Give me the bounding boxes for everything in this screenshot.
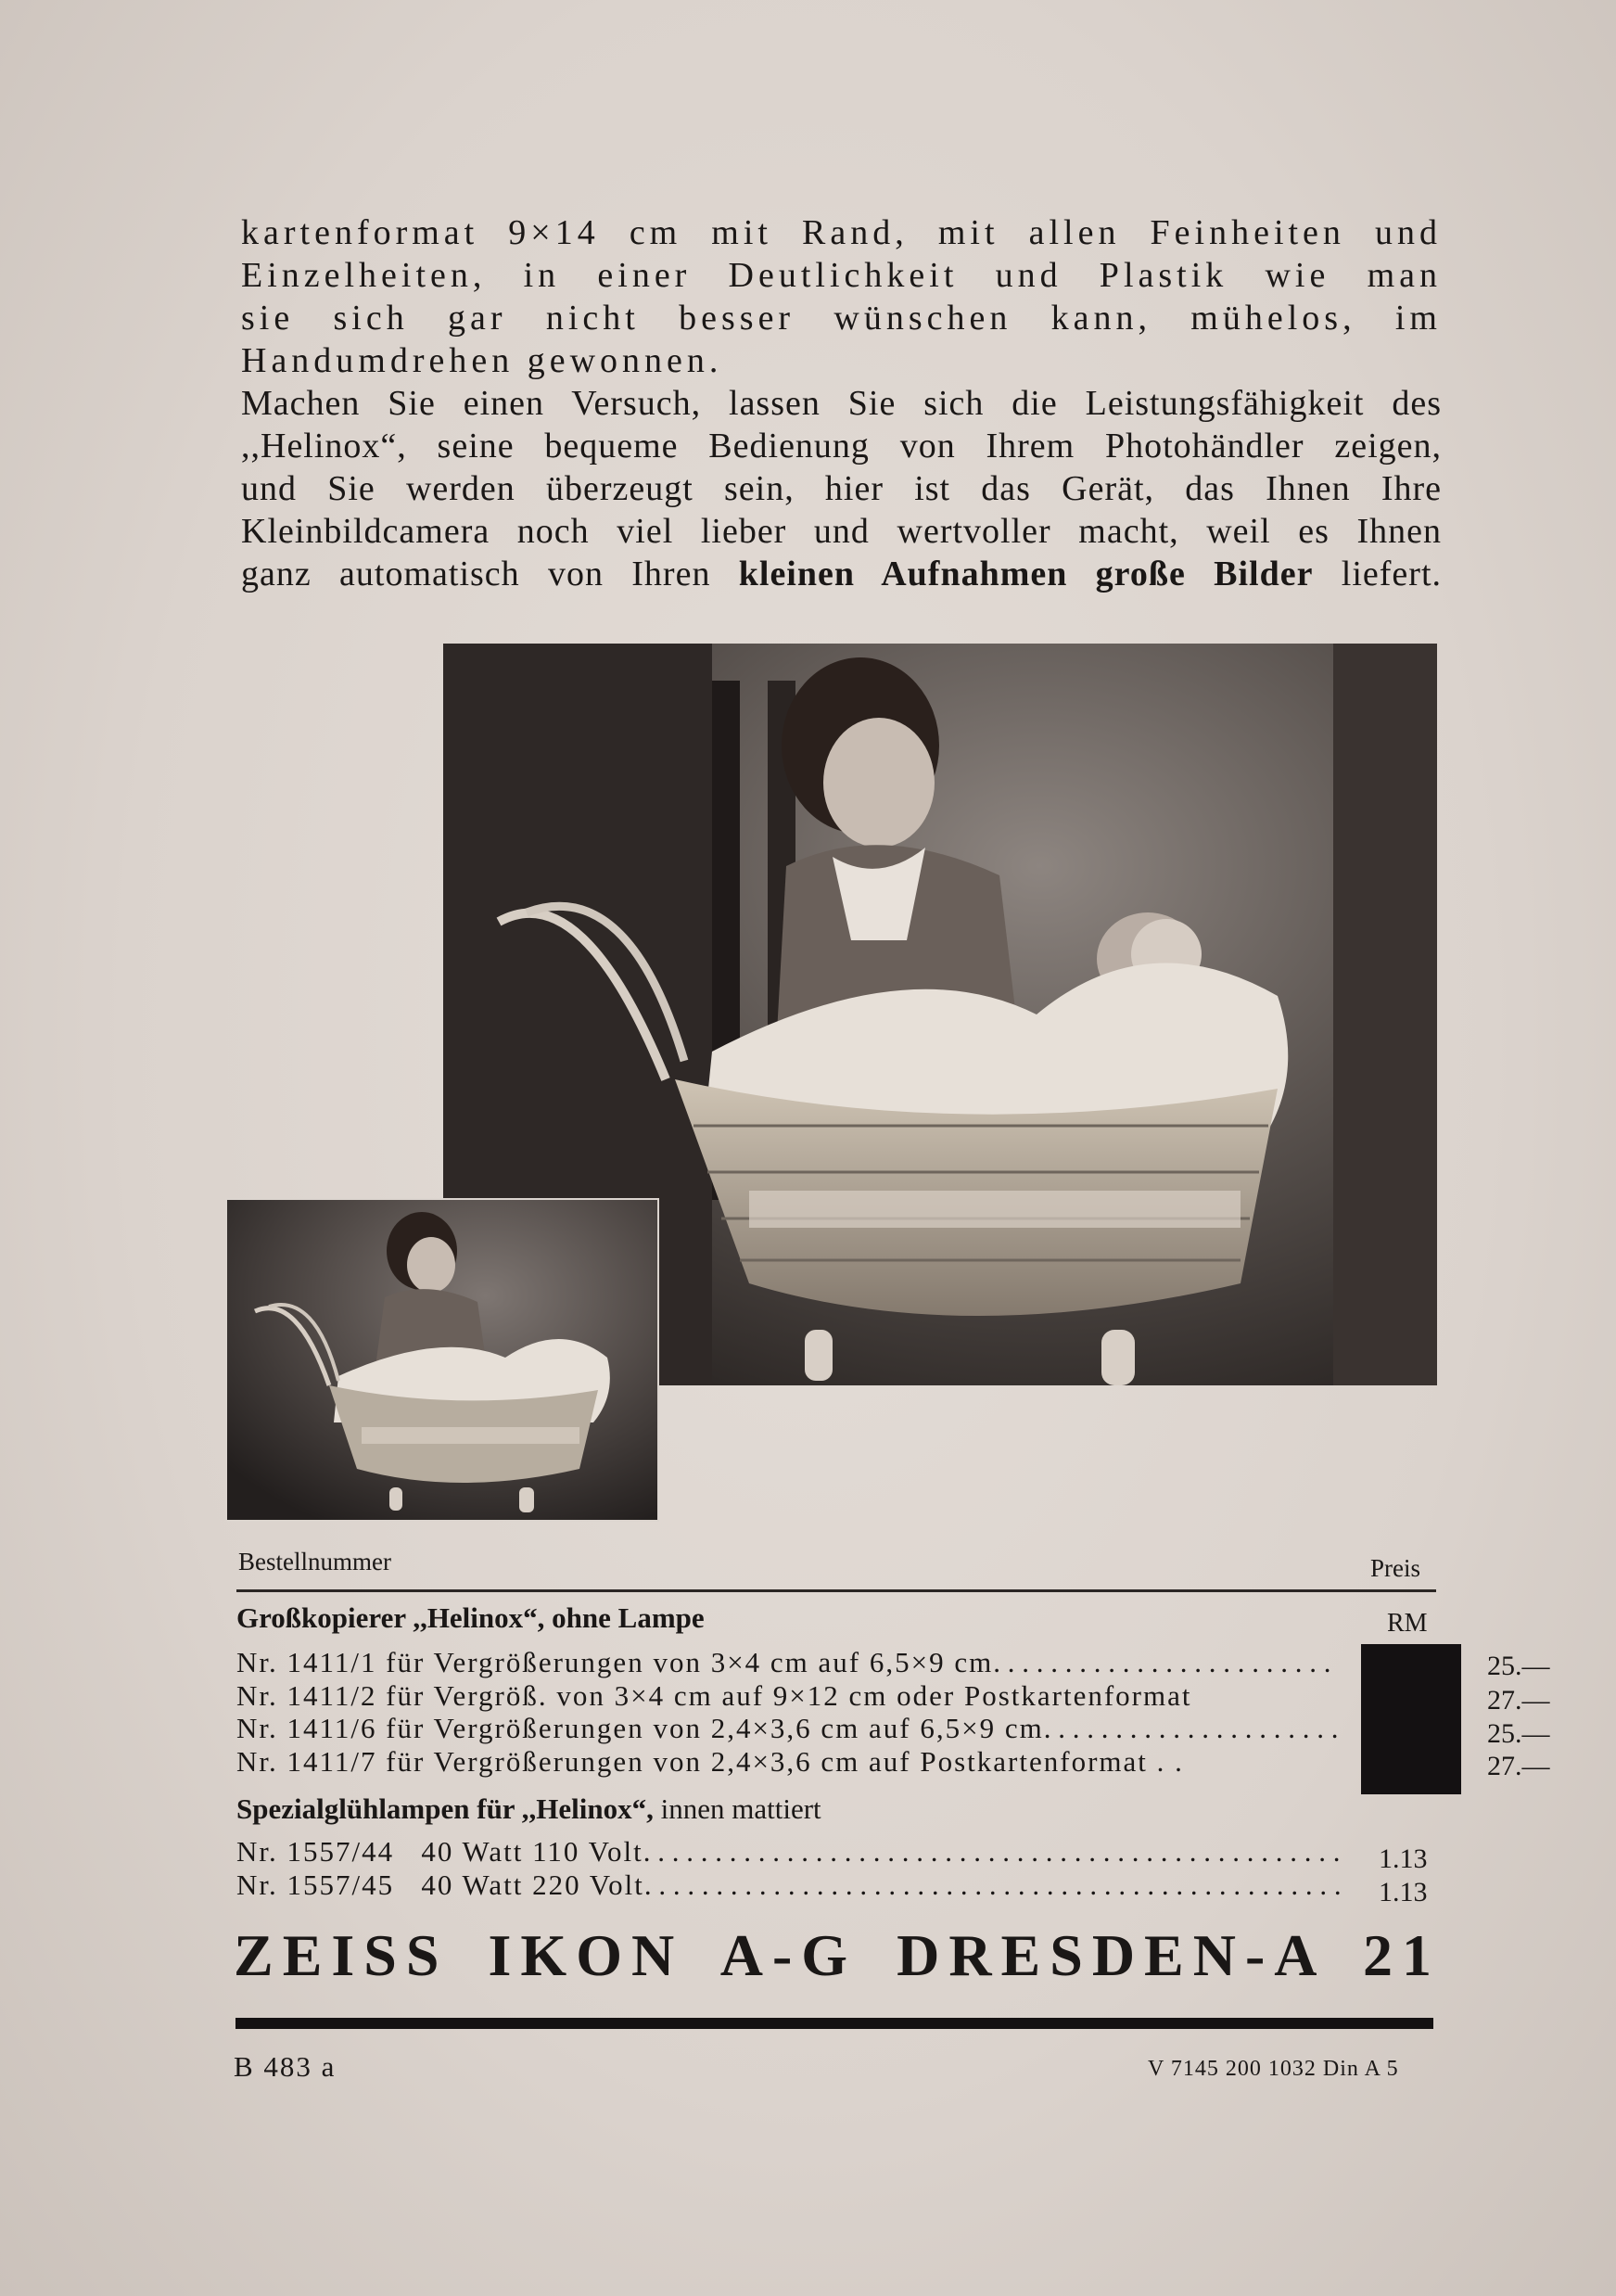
paragraph-line: ganz automatisch von Ihren kleinen Aufnahmen große Bilder liefert. <box>241 555 1443 593</box>
table-row <box>236 1646 1340 1679</box>
table-row <box>236 1679 1340 1713</box>
row-description: Nr. 1557/45 40 Watt 220 Volt <box>236 1869 644 1901</box>
row-description: Nr. 1557/44 40 Watt 110 Volt <box>236 1835 643 1868</box>
row-description: Nr. 1411/1 für Vergrößerungen von 3×4 cm auf 6,5×9 cm <box>236 1646 994 1678</box>
leader-dots <box>1044 1712 1340 1745</box>
header-divider <box>236 1589 1436 1592</box>
emphasis-text: kleinen Aufnahmen große Bilder <box>738 555 1314 593</box>
order-number-header: Bestellnummer <box>238 1548 391 1575</box>
price-value: 27.— <box>1487 1751 1550 1781</box>
row-description: Nr. 1411/2 für Vergröß. von 3×4 cm auf 9×12 cm oder Postkartenformat <box>236 1679 1192 1712</box>
section-title-lamps: Spezialglühlampen für ,,Helinox“, innen mattiert <box>236 1792 821 1825</box>
price-header: Preis <box>1370 1554 1420 1582</box>
description-paragraph <box>241 211 1442 595</box>
price-value: 1.13 <box>1379 1877 1428 1907</box>
paragraph-line: ,,Helinox“, seine bequeme Bedienung von Ihrem Photohändler zeigen, <box>241 427 1442 466</box>
leader-dots <box>643 1835 1340 1869</box>
paragraph-line: Handumdrehen gewonnen. <box>241 341 723 380</box>
paragraph-line: und Sie werden überzeugt sein, hier ist das Gerät, das Ihnen Ihre <box>241 469 1442 508</box>
row-description: Nr. 1411/6 für Vergrößerungen von 2,4×3,6 cm auf 6,5×9 cm <box>236 1712 1044 1744</box>
footer-divider <box>235 2018 1433 2029</box>
paragraph-line: kartenformat 9×14 cm mit Rand, mit allen Feinheiten und <box>241 213 1442 252</box>
table-row <box>236 1835 1340 1869</box>
currency-label: RM <box>1387 1609 1428 1638</box>
row-description: Nr. 1411/7 für Vergrößerungen von 2,4×3,6 cm auf Postkartenformat . . <box>236 1745 1184 1778</box>
company-name: ZEISS IKON A-G DRESDEN-A 21 <box>234 1922 1441 1988</box>
paragraph-line: Machen Sie einen Versuch, lassen Sie sich die Leistungsfähigkeit des <box>241 384 1442 423</box>
table-row <box>236 1712 1340 1745</box>
table-row <box>236 1745 1340 1779</box>
price-value: 25.— <box>1487 1651 1550 1681</box>
price-value: 25.— <box>1487 1718 1550 1749</box>
leader-dots <box>644 1869 1340 1902</box>
price-value: 27.— <box>1487 1685 1550 1716</box>
section-title-enlarger: Großkopierer ,,Helinox“, ohne Lampe <box>236 1601 705 1634</box>
black-marker-box <box>1361 1644 1461 1794</box>
paragraph-line: Einzelheiten, in einer Deutlichkeit und Plastik wie man <box>241 256 1442 295</box>
leader-dots <box>993 1646 1340 1679</box>
print-code: V 7145 200 1032 Din A 5 <box>1148 2057 1399 2081</box>
paragraph-line: Kleinbildcamera noch viel lieber und wertvoller macht, weil es Ihnen <box>241 512 1442 551</box>
table-row <box>236 1869 1340 1902</box>
original-photo <box>225 1198 659 1522</box>
price-value: 1.13 <box>1379 1843 1428 1874</box>
catalog-number: B 483 a <box>234 2050 337 2083</box>
paragraph-line: sie sich gar nicht besser wünschen kann, mühelos, im <box>241 299 1442 338</box>
